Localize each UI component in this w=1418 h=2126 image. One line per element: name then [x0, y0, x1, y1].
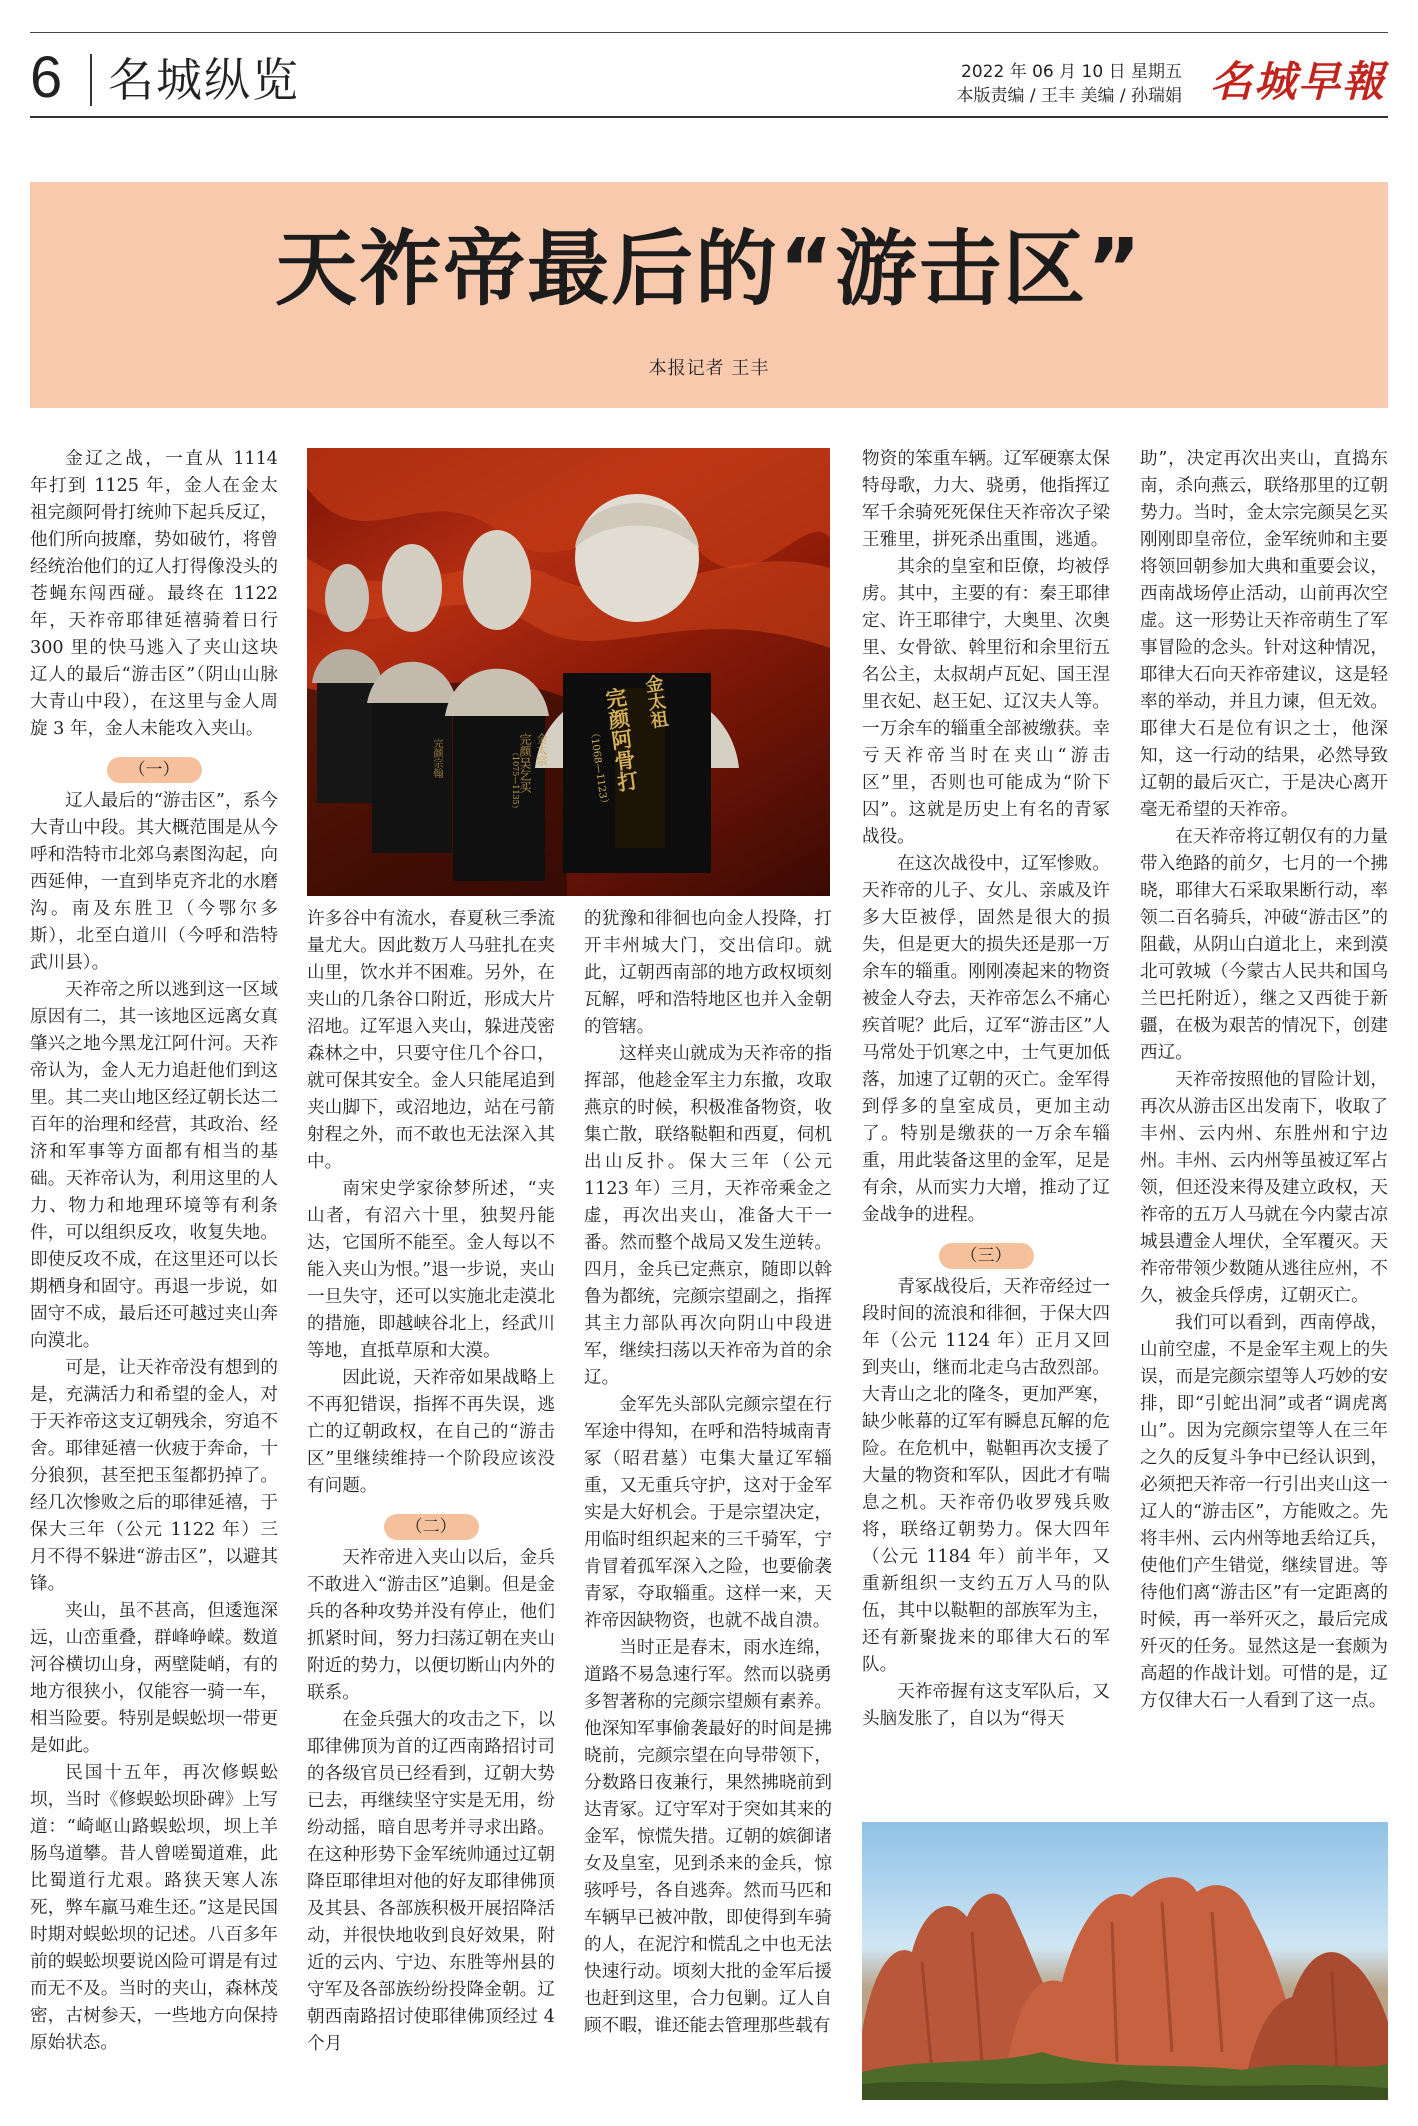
- article-column-5: [1140, 446, 1388, 1816]
- section-subheading: [307, 1514, 555, 1541]
- dateline: [957, 60, 1182, 108]
- article-paragraph: 物资的笨重车辆。辽军硬寨太保特母歌，力大、骁勇，他指挥辽军千余骑死死保住天祚帝次子梁王雅里，拼死杀出重围，逃遁。: [862, 449, 1110, 550]
- statue-plaque-2-line: 完颜阿骨打: [601, 685, 642, 794]
- statue-plaque-7-line: 完颜宗翰: [431, 738, 442, 778]
- statue-plaque-4-line: 金太宗: [535, 733, 548, 766]
- article-paragraph: 天祚帝按照他的冒险计划，再次从游击区出发南下，收取了丰州、云内州、东胜州和宁边州。丰州、云内州等虽被辽军占领，但还没来得及建立政权，天祚帝的五万人马就在今内蒙古凉城县遭金人埋伏，全军覆灭。天祚帝带领少数随从逃往应州，不久，被金兵俘虏，辽朝灭亡。: [1140, 1070, 1388, 1306]
- header-rule: [30, 116, 1388, 118]
- article-paragraph: 我们可以看到，西南停战，山前空虚，不是金军主观上的失误，而是完颜宗望等人巧妙的安排，即“引蛇出洞”或者“调虎离山”。因为完颜宗望等人在三年之久的反复斗争中已经认识到，必须把天祚帝一行引出夹山这一辽人的“游击区”，方能败之。先将丰州、云内州等地丢给辽兵，使他们产生错觉，继续冒进。等待他们离“游击区”有一定距离的时候，再一举歼灭之，最后完成歼灭的任务。显然这是一套颇为高超的作战计划。可惜的是，辽方仅律大石一人看到了这一点。: [1140, 1313, 1388, 1711]
- article-paragraph: 可是，让天祚帝没有想到的是，充满活力和希望的金人，对于天祚帝这支辽朝残余，穷追不舍。耶律延禧一伙疲于奔命，十分狼狈，甚至把玉玺都扔掉了。经几次惨败之后的耶律延禧，于保大三年（公元 1122 年）三月不得不躲进“游击区”，以避其锋。: [30, 1358, 278, 1594]
- mountain-landscape-photo: [862, 1822, 1388, 2100]
- article-paragraph: 金军先头部队完颜宗望在行军途中得知，在呼和浩特城南青冢（昭君墓）屯集大量辽军辎重，又无重兵守护，这对于金军实是大好机会。于是宗望决定，用临时组织起来的三千骑军，宁肯冒着孤军深入之险，也要偷袭青冢，夺取辎重。这样一来，天祚帝因缺物资，也就不战自溃。: [584, 1395, 832, 1631]
- article-paragraph: 在这次战役中，辽军惨败。天祚帝的儿子、女儿、亲戚及许多大臣被俘，固然是很大的损失，但是更大的损失还是那一万余车的辎重。刚刚凑起来的物资被金人夺去，天祚帝怎么不痛心疾首呢？此后，辽军“游击区”人马常处于饥寒之中，士气更加低落，加速了辽朝的灭亡。金军得到俘多的皇室成员，更加主动了。特别是缴获的一万余车辎重，用此装备这里的金军，足是有余，从而实力大增，推动了辽金战争的进程。: [862, 854, 1110, 1225]
- article-title: 天祚帝最后的“游击区”: [275, 222, 1143, 317]
- page-number: 6: [30, 45, 63, 110]
- article-paragraph: 金辽之战，一直从 1114 年打到 1125 年，金人在金太祖完颜阿骨打统帅下起兵反辽，他们所向披靡，势如破竹，将曾经统治他们的辽人打得像没头的苍蝇东闯西碰。最终在 1122 年，天祚帝耶律延禧骑着日行 300 里的快马逃入了夹山这块辽人的最后“游击区”（阴山山脉大青山中段），在这里与金人周旋 3 年，金人未能攻入夹山。: [30, 449, 278, 739]
- title-banner: [30, 182, 1388, 408]
- section-subheading: [30, 757, 278, 784]
- section-subheading-label: （三）: [939, 1243, 1034, 1269]
- section-title: 名城纵览: [108, 53, 300, 107]
- editors-credit: 本版责编 / 王丰 美编 / 孙瑞娟: [956, 86, 1182, 106]
- article-paragraph: 夹山，虽不甚高，但逶迤深远，山峦重叠，群峰峥嵘。数道河谷横切山身，两壁陡峭，有的地方很狭小，仅能容一骑一车，相当险要。特别是蜈蚣坝一带更是如此。: [30, 1601, 278, 1756]
- statue-plaque-6-line: （1075—1135）: [511, 748, 520, 813]
- section-subheading-label: （一）: [107, 757, 202, 783]
- statue-plaque-5-line: 完颜吴乞买: [518, 733, 532, 793]
- statue-busts-photo: [307, 448, 830, 896]
- article-column-4: [862, 446, 1110, 1816]
- article-paragraph: 天祚帝进入夹山以后，金兵不敢进入“游击区”追剿。但是金兵的各种攻势并没有停止，他们抓紧时间，努力扫荡辽朝在夹山附近的势力，以便切断山内外的联系。: [307, 1548, 555, 1703]
- article-paragraph: 其余的皇室和臣僚，均被俘虏。其中，主要的有：秦王耶律定、许王耶律宁，大奥里、次奥里、女骨欲、斡里衍和余里衍五名公主，太叔胡卢瓦妃、国王涅里衣妃、赵王妃、辽汉夫人等。一万余车的辎重全部被缴获。幸亏天祚帝当时在夹山“游击区”里，否则也可能成为“阶下囚”。这就是历史上有名的青冢战役。: [862, 557, 1110, 847]
- article-paragraph: 南宋史学家徐梦所述，“夹山者，有沼六十里，独契丹能达，它国所不能至。金人每以不能入夹山为恨。”退一步说，夹山一旦失守，还可以实施北走漠北的措施，即越峡谷北上，经武川等地，直抵草原和大漠。: [307, 1179, 555, 1361]
- article-paragraph: 天祚帝握有这支军队后，又头脑发胀了，自以为“得天: [862, 1682, 1110, 1729]
- section-subheading: [862, 1243, 1110, 1270]
- section-divider: [90, 54, 92, 106]
- issue-date: 2022 年 06 月 10 日 星期五: [961, 62, 1182, 82]
- article-paragraph: 青冢战役后，天祚帝经过一段时间的流浪和徘徊，于保大四年（公元 1124 年）正月又回到夹山，继而北走乌古敌烈部。大青山之北的隆冬，更加严寒，缺少帐幕的辽军有瞬息瓦解的危险。在危机中，鞑靼再次支援了大量的物资和军队，因此才有喘息之机。天祚帝仍收罗残兵败将，联络辽朝势力。保大四年（公元 1184 年）前半年，又重新组织一支约五万人马的队伍，其中以鞑靼的部族军为主，还有新聚拢来的耶律大石的军队。: [862, 1277, 1110, 1675]
- article-paragraph: 因此说，天祚帝如果战略上不再犯错误，指挥不再失误，逃亡的辽朝政权，在自己的“游击区”里继续维持一个阶段应该没有问题。: [307, 1368, 555, 1496]
- article-paragraph: 这样夹山就成为天祚帝的指挥部，他趁金军主力东撤，攻取燕京的时候，积极准备物资，收集亡散，联络鞑靼和西夏，伺机出山反扑。保大三年（公元 1123 年）三月，天祚帝乘金之虚，再次出夹山，准备大干一番。然而整个战局又发生逆转。四月，金兵已定燕京，随即以斡鲁为都统，完颜宗望副之，指挥其主力部队再次向阴山中段进军，继续扫荡以天祚帝为首的余辽。: [584, 1044, 832, 1388]
- article-paragraph: 民国十五年，再次修蜈蚣坝，当时《修蜈蚣坝卧碑》上写道：“崎岖山路蜈蚣坝，坝上羊肠鸟道攀。昔人曾嗟蜀道难，此比蜀道行尤艰。路狭天寒人冻死，弊车羸马难生还。”这是民国时期对蜈蚣坝的记述。八百多年前的蜈蚣坝要说凶险可谓是有过而无不及。当时的夹山，森林茂密，古树参天，一些地方向保持原始状态。: [30, 1763, 278, 2053]
- section-subheading-label: （二）: [384, 1514, 479, 1540]
- newspaper-logo: 名城早報: [1209, 57, 1386, 106]
- article-column-1: [30, 446, 278, 2098]
- article-paragraph: 的犹豫和徘徊也向金人投降，打开丰州城大门，交出信印。就此，辽朝西南部的地方政权顷刻瓦解，呼和浩特地区也并入金朝的管辖。: [584, 909, 832, 1037]
- article-paragraph: 在天祚帝将辽朝仅有的力量带入绝路的前夕，七月的一个拂晓，耶律大石采取果断行动，率领二百名骑兵，冲破“游击区”的阻截，从阴山白道北上，来到漠北可敦城（今蒙古人民共和国乌兰巴托附近），继之又西徙于新疆，在极为艰苦的情况下，创建西辽。: [1140, 827, 1388, 1063]
- statue-plaque-3-line: （1068—1123）: [587, 727, 610, 810]
- top-rule: [30, 32, 1388, 33]
- article-paragraph: 助”，决定再次出夹山，直捣东南，杀向燕云，联络那里的辽朝势力。当时，金太宗完颜吴乞买刚刚即皇帝位，金军统帅和主要将领回朝参加大典和重要会议，西南战场停止活动，山前再次空虚。这一形势让天祚帝萌生了军事冒险的念头。针对这种情况，耶律大石向天祚帝建议，这是轻率的举动，并且力谏，但无效。耶律大石是位有识之士，他深知，这一行动的结果，必然导致辽朝的最后灭亡，于是决心离开毫无希望的天祚帝。: [1140, 449, 1388, 820]
- article-paragraph: 辽人最后的“游击区”，系今大青山中段。其大概范围是从今呼和浩特市北郊乌素图沟起，向西延伸，一直到毕克齐北的水磨沟。南及东胜卫（今鄂尔多斯），北至白道川（今呼和浩特武川县）。: [30, 791, 278, 973]
- article-column-2: [307, 906, 555, 2100]
- article-paragraph: 许多谷中有流水，春夏秋三季流量尤大。因此数万人马驻扎在夹山里，饮水并不困难。另外，在夹山的几条谷口附近，形成大片沼地。辽军退入夹山，躲进茂密森林之中，只要守住几个谷口，就可保其安全。金人只能尾追到夹山脚下，或沼地边，站在弓箭射程之外，而不敢也无法深入其中。: [307, 909, 555, 1172]
- article-paragraph: 天祚帝之所以逃到这一区域原因有二，其一该地区远离女真肇兴之地今黑龙江阿什河。天祚帝认为，金人无力追赶他们到这里。其二夹山地区经辽朝长达二百年的治理和经营，其政治、经济和军事等方面都有相当的基础。天祚帝认为，利用这里的人力、物力和地理环境等有利条件，可以组织反攻，收复失地。即使反攻不成，在这里还可以长期栖身和固守。再退一步说，如固守不成，最后还可越过夹山奔向漠北。: [30, 980, 278, 1351]
- byline: 本报记者 王丰: [648, 358, 770, 379]
- article-paragraph: 当时正是春末，雨水连绵，道路不易急速行军。然而以骁勇多智著称的完颜宗望颇有素养。他深知军事偷袭最好的时间是拂晓前，完颜宗望在向导带领下，分数路日夜兼行，果然拂晓前到达青冢。辽守军对于突如其来的金军，惊慌失措。辽朝的嫔御诸女及皇室，见到杀来的金兵，惊骇呼号，各自逃奔。然而马匹和车辆早已被冲散，即使得到车骑的人，在泥泞和慌乱之中也无法快速行动。顷刻大批的金军后援也赶到这里，合力包剿。辽人自顾不暇，谁还能去管理那些载有: [584, 1638, 832, 2036]
- statue-plaque-1-line: 金太祖: [641, 673, 670, 730]
- article-column-3: [584, 906, 832, 2100]
- article-paragraph: 在金兵强大的攻击之下，以耶律佛顶为首的辽西南路招讨司的各级官员已经看到，辽朝大势已去，再继续坚守实是无用，纷纷动摇，暗自思考并寻求出路。在这种形势下金军统帅通过辽朝降臣耶律坦对他的好友耶律佛顶及其县、各部族积极开展招降活动，并很快地收到良好效果，附近的云内、宁边、东胜等州县的守军及各部族纷纷投降金朝。辽朝西南路招讨使耶律佛顶经过 4 个月: [307, 1710, 555, 2054]
